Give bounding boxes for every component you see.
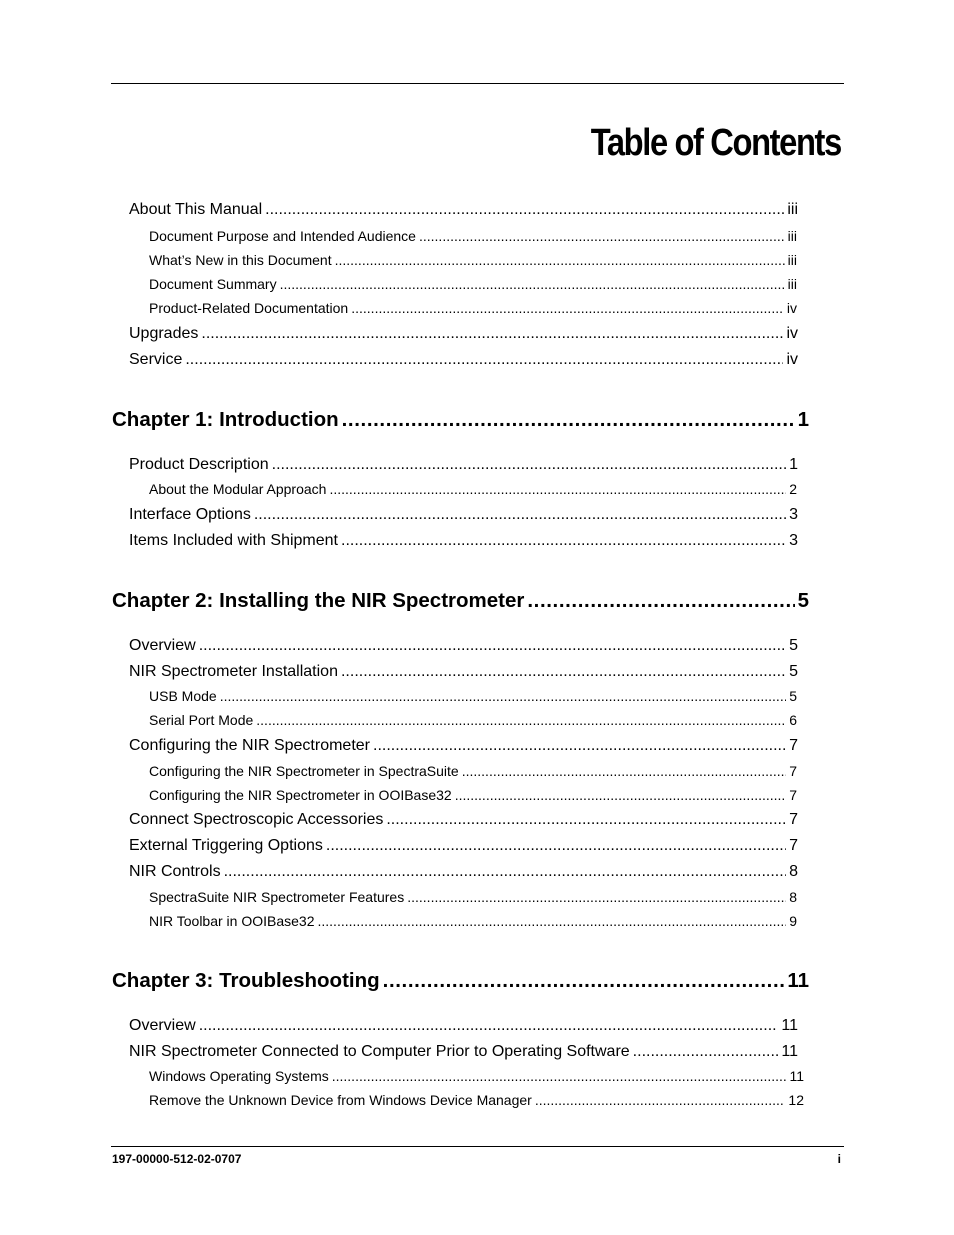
toc-entry-title: Overview <box>129 1017 196 1034</box>
toc-entry-page: 3 <box>789 506 798 523</box>
toc-entry-page: 11 <box>789 1068 804 1084</box>
toc-dot-leader <box>386 811 786 829</box>
toc-entry-page: 5 <box>789 663 798 680</box>
toc-chapter-entry[interactable] <box>112 408 809 432</box>
toc-entry-title: Document Summary <box>149 276 277 292</box>
toc-dot-leader <box>407 889 786 905</box>
toc-entry-page: 5 <box>797 589 809 612</box>
toc-dot-leader <box>265 201 784 219</box>
toc-dot-leader <box>201 325 783 343</box>
toc-entry-title: USB Mode <box>149 688 217 704</box>
toc-dot-leader <box>351 300 784 316</box>
toc-entry-title: Product Description <box>129 456 269 473</box>
toc-chapter-entry[interactable] <box>112 969 809 993</box>
toc-section-entry[interactable] <box>129 506 798 524</box>
footer-page-number: i <box>837 1152 841 1166</box>
toc-section-entry[interactable] <box>129 201 798 219</box>
toc-subsection-entry[interactable] <box>149 787 797 803</box>
toc-entry-title: Configuring the NIR Spectrometer in SpectraSuite <box>149 763 459 779</box>
toc-dot-leader <box>318 913 787 929</box>
toc-dot-leader <box>199 637 786 655</box>
toc-entry-title: Service <box>129 351 183 368</box>
toc-entry-page: 1 <box>789 456 798 473</box>
toc-dot-leader <box>335 252 785 268</box>
page-title: Table of Contents <box>590 122 841 164</box>
toc-subsection-entry[interactable] <box>149 300 797 316</box>
toc-section-entry[interactable] <box>129 351 798 369</box>
toc-dot-leader <box>199 1017 779 1035</box>
toc-dot-leader <box>527 589 794 613</box>
toc-section-entry[interactable] <box>129 1043 798 1061</box>
toc-dot-leader <box>342 408 795 432</box>
toc-entry-page: iv <box>786 300 797 316</box>
toc-entry-title: Configuring the NIR Spectrometer in OOIBase32 <box>149 787 452 803</box>
toc-dot-leader <box>220 688 787 704</box>
toc-entry-page: 12 <box>788 1092 804 1108</box>
toc-subsection-entry[interactable] <box>149 913 797 929</box>
toc-entry-page: iii <box>787 252 797 268</box>
toc-dot-leader <box>329 481 786 497</box>
toc-entry-page: 5 <box>789 688 797 704</box>
toc-entry-page: 7 <box>789 737 798 754</box>
toc-dot-leader <box>326 837 786 855</box>
toc-dot-leader <box>419 228 785 244</box>
toc-entry-title: About the Modular Approach <box>149 481 327 497</box>
toc-entry-page: 7 <box>789 763 797 779</box>
toc-entry-title: NIR Controls <box>129 863 221 880</box>
toc-entry-title: Items Included with Shipment <box>129 532 338 549</box>
toc-entry-title: Connect Spectroscopic Accessories <box>129 811 384 828</box>
toc-entry-title: Chapter 1: Introduction <box>112 408 339 431</box>
toc-section-entry[interactable] <box>129 532 798 550</box>
toc-section-entry[interactable] <box>129 811 798 829</box>
toc-dot-leader <box>341 532 786 550</box>
toc-section-entry[interactable] <box>129 863 798 881</box>
toc-entry-title: Interface Options <box>129 506 251 523</box>
toc-entry-title: External Triggering Options <box>129 837 323 854</box>
toc-entry-title: NIR Toolbar in OOIBase32 <box>149 913 315 929</box>
toc-section-entry[interactable] <box>129 637 798 655</box>
toc-entry-title: What’s New in this Document <box>149 252 332 268</box>
toc-entry-page: iii <box>787 201 798 218</box>
toc-entry-page: 11 <box>787 969 809 992</box>
toc-entry-page: 1 <box>797 408 809 431</box>
toc-dot-leader <box>254 506 786 524</box>
toc-dot-leader <box>341 663 786 681</box>
toc-subsection-entry[interactable] <box>149 712 797 728</box>
toc-entry-title: SpectraSuite NIR Spectrometer Features <box>149 889 405 905</box>
toc-entry-title: Product-Related Documentation <box>149 300 349 316</box>
toc-dot-leader <box>455 787 787 803</box>
toc-subsection-entry[interactable] <box>149 688 797 704</box>
toc-entry-page: iv <box>786 351 798 368</box>
toc-subsection-entry[interactable] <box>149 276 797 292</box>
toc-entry-page: 11 <box>781 1043 798 1060</box>
toc-entry-page: 7 <box>789 837 798 854</box>
toc-entry-title: Windows Operating Systems <box>149 1068 329 1084</box>
toc-entry-title: NIR Spectrometer Connected to Computer Prior to Operating Software <box>129 1043 630 1060</box>
toc-section-entry[interactable] <box>129 663 798 681</box>
toc-entry-title: Configuring the NIR Spectrometer <box>129 737 370 754</box>
toc-entry-page: iii <box>787 228 797 244</box>
toc-dot-leader <box>383 969 785 993</box>
toc-subsection-entry[interactable] <box>149 1068 804 1084</box>
toc-entry-title: Chapter 3: Troubleshooting <box>112 969 380 992</box>
toc-entry-page: 5 <box>789 637 798 654</box>
toc-entry-page: 2 <box>789 481 797 497</box>
toc-dot-leader <box>462 763 786 779</box>
toc-section-entry[interactable] <box>129 1017 798 1035</box>
toc-section-entry[interactable] <box>129 325 798 343</box>
toc-dot-leader <box>633 1043 779 1061</box>
toc-entry-title: Document Purpose and Intended Audience <box>149 228 416 244</box>
toc-entry-title: Chapter 2: Installing the NIR Spectrometer <box>112 589 525 612</box>
toc-entry-title: Overview <box>129 637 196 654</box>
toc-entry-page: 9 <box>789 913 797 929</box>
toc-dot-leader <box>535 1092 786 1108</box>
toc-subsection-entry[interactable] <box>149 889 797 905</box>
toc-subsection-entry[interactable] <box>149 481 797 497</box>
toc-entry-title: Remove the Unknown Device from Windows Device Manager <box>149 1092 532 1108</box>
toc-entry-page: 7 <box>789 787 797 803</box>
toc-entry-page: 3 <box>789 532 798 549</box>
toc-entry-page: 11 <box>781 1017 798 1034</box>
toc-entry-title: NIR Spectrometer Installation <box>129 663 338 680</box>
toc-chapter-entry[interactable] <box>112 589 809 613</box>
toc-entry-title: Upgrades <box>129 325 199 342</box>
toc-dot-leader <box>256 712 786 728</box>
toc-dot-leader <box>332 1068 787 1084</box>
toc-section-entry[interactable] <box>129 837 798 855</box>
toc-subsection-entry[interactable] <box>149 228 797 244</box>
toc-entry-page: 6 <box>789 712 797 728</box>
footer-document-number: 197-00000-512-02-0707 <box>112 1152 242 1166</box>
toc-entry-page: 8 <box>789 863 798 880</box>
toc-entry-page: iii <box>787 276 797 292</box>
toc-dot-leader <box>280 276 785 292</box>
toc-entry-page: iv <box>786 325 798 342</box>
toc-subsection-entry[interactable] <box>149 1092 804 1108</box>
toc-entry-title: Serial Port Mode <box>149 712 254 728</box>
toc-entry-page: 7 <box>789 811 798 828</box>
toc-dot-leader <box>224 863 787 881</box>
toc-dot-leader <box>185 351 783 369</box>
toc-subsection-entry[interactable] <box>149 763 797 779</box>
toc-subsection-entry[interactable] <box>149 252 797 268</box>
toc-dot-leader <box>272 456 786 474</box>
toc-section-entry[interactable] <box>129 737 798 755</box>
toc-entry-page: 8 <box>789 889 797 905</box>
toc-dot-leader <box>373 737 786 755</box>
toc-section-entry[interactable] <box>129 456 798 474</box>
footer-rule <box>111 1146 844 1147</box>
toc-entry-title: About This Manual <box>129 201 263 218</box>
